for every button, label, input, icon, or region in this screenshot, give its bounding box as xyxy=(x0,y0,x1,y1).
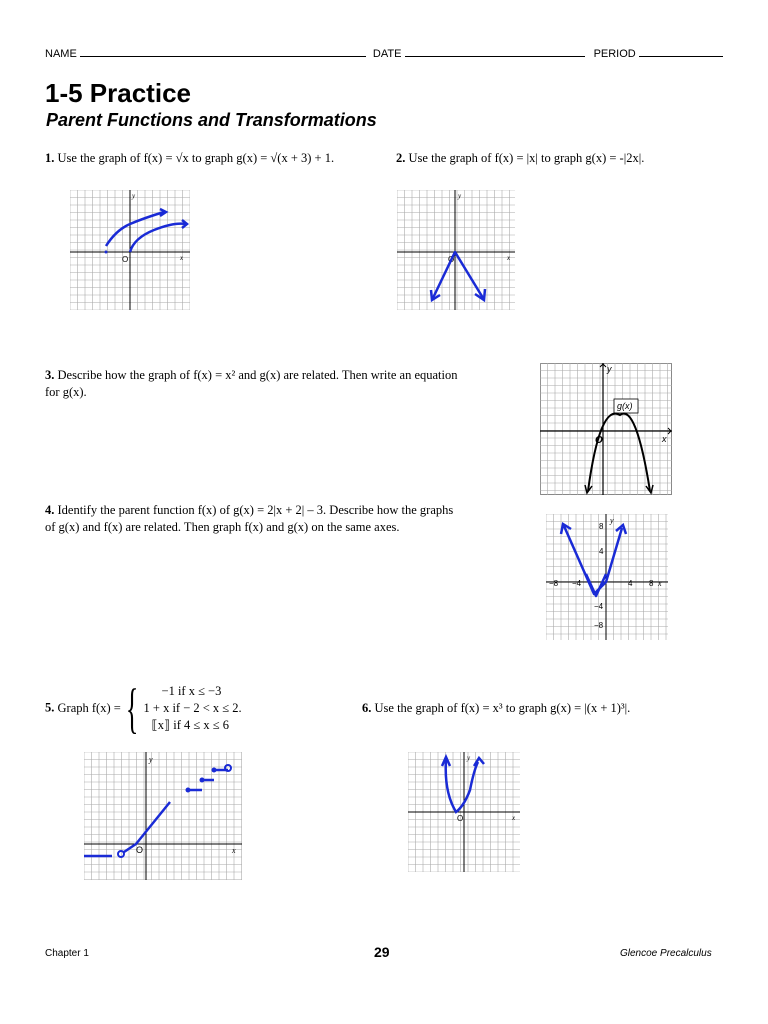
question-text: Use the graph of f(x) = √x to graph g(x) = √(x + 3) + 1. xyxy=(57,151,335,165)
point xyxy=(200,778,205,783)
book-title: Glencoe Precalculus xyxy=(620,948,712,959)
open-point xyxy=(118,851,124,857)
question-prefix: Graph f(x) = xyxy=(57,701,121,715)
question-4 xyxy=(45,502,465,536)
grid xyxy=(540,363,672,495)
period-field[interactable] xyxy=(639,47,723,57)
question-text: Describe how the graph of f(x) = x² and g(x) are related. Then write an equation for g(x). xyxy=(45,368,458,399)
question-number: 6. xyxy=(362,701,372,715)
step-segments xyxy=(188,770,228,790)
brace-icon: { xyxy=(125,678,139,739)
date-field[interactable] xyxy=(405,47,585,57)
question-1 xyxy=(45,150,385,167)
origin-label: O xyxy=(457,814,464,823)
y-axis-label: y xyxy=(610,516,614,525)
question-number: 3. xyxy=(45,368,55,382)
x-tick-label: 8 xyxy=(649,579,654,588)
question-number: 4. xyxy=(45,503,55,517)
x-tick-label: −8 xyxy=(549,579,559,588)
origin-label: O xyxy=(448,255,455,264)
gx-label: g(x) xyxy=(617,401,633,411)
piecewise-cases xyxy=(144,683,242,734)
origin-label: O xyxy=(136,845,144,855)
chapter-label: Chapter 1 xyxy=(45,948,89,959)
y-tick-label: 4 xyxy=(599,547,604,556)
graph-q4 xyxy=(546,514,668,640)
v-graph xyxy=(433,252,483,298)
x-axis-label: x xyxy=(232,846,236,855)
graph-q1 xyxy=(70,190,190,310)
question-2 xyxy=(396,150,726,167)
date-label: DATE xyxy=(372,48,402,60)
case-1: −1 if x ≤ −3 xyxy=(161,684,222,698)
point xyxy=(212,768,217,773)
y-tick-label: −4 xyxy=(594,602,604,611)
y-axis-label: y xyxy=(607,364,612,374)
x-axis-label: x xyxy=(512,814,516,822)
page-subtitle: Parent Functions and Transformations xyxy=(46,110,377,130)
x-tick-label: −4 xyxy=(572,579,582,588)
grid-border xyxy=(541,364,672,495)
x-axis-label: x xyxy=(180,254,184,262)
graph-q2 xyxy=(397,190,515,310)
graph-q3 xyxy=(540,363,672,495)
name-field[interactable] xyxy=(80,47,366,57)
y-axis-label: y xyxy=(458,192,462,200)
name-label: NAME xyxy=(45,48,77,60)
x-tick-label: 4 xyxy=(628,579,633,588)
case-3: ⟦x⟧ if 4 ≤ x ≤ 6 xyxy=(151,718,229,732)
y-tick-label: −8 xyxy=(594,621,604,630)
x-axis-label: x xyxy=(658,579,662,588)
question-3 xyxy=(45,367,465,401)
origin-label: O xyxy=(122,255,129,264)
question-text: Use the graph of f(x) = x³ to graph g(x) = |(x + 1)³|. xyxy=(374,701,631,715)
question-6 xyxy=(362,700,732,717)
y-axis-label: y xyxy=(132,192,136,200)
case-2: 1 + x if − 2 < x ≤ 2. xyxy=(143,701,242,715)
graph-q6 xyxy=(408,752,520,872)
page-number: 29 xyxy=(374,944,390,960)
y-axis-label: y xyxy=(149,755,153,764)
y-tick-label: 8 xyxy=(599,522,604,531)
grid xyxy=(397,190,515,310)
x-axis-label: x xyxy=(662,434,667,444)
student-info-header xyxy=(45,47,723,60)
graph-q5 xyxy=(84,752,242,880)
point xyxy=(186,788,191,793)
question-text: Identify the parent function f(x) of g(x) = 2|x + 2| – 3. Describe how the graphs of g(x) and f(x) are related. Then graph f(x) and g(x) on the same axes. xyxy=(45,503,454,534)
origin-label: O xyxy=(595,435,603,446)
question-number: 5. xyxy=(45,700,55,715)
question-text: Use the graph of f(x) = |x| to graph g(x) = -|2x|. xyxy=(408,151,645,165)
period-label: PERIOD xyxy=(593,48,636,60)
parabola-g xyxy=(588,414,650,491)
y-axis-label: y xyxy=(467,754,471,762)
point xyxy=(105,251,108,254)
curve-f xyxy=(130,224,186,252)
open-point xyxy=(225,765,231,771)
question-5 xyxy=(45,678,345,739)
page-title: 1-5 Practice xyxy=(45,78,191,108)
question-number: 1. xyxy=(45,151,55,165)
question-number: 2. xyxy=(396,151,406,165)
x-axis-label: x xyxy=(507,254,511,262)
